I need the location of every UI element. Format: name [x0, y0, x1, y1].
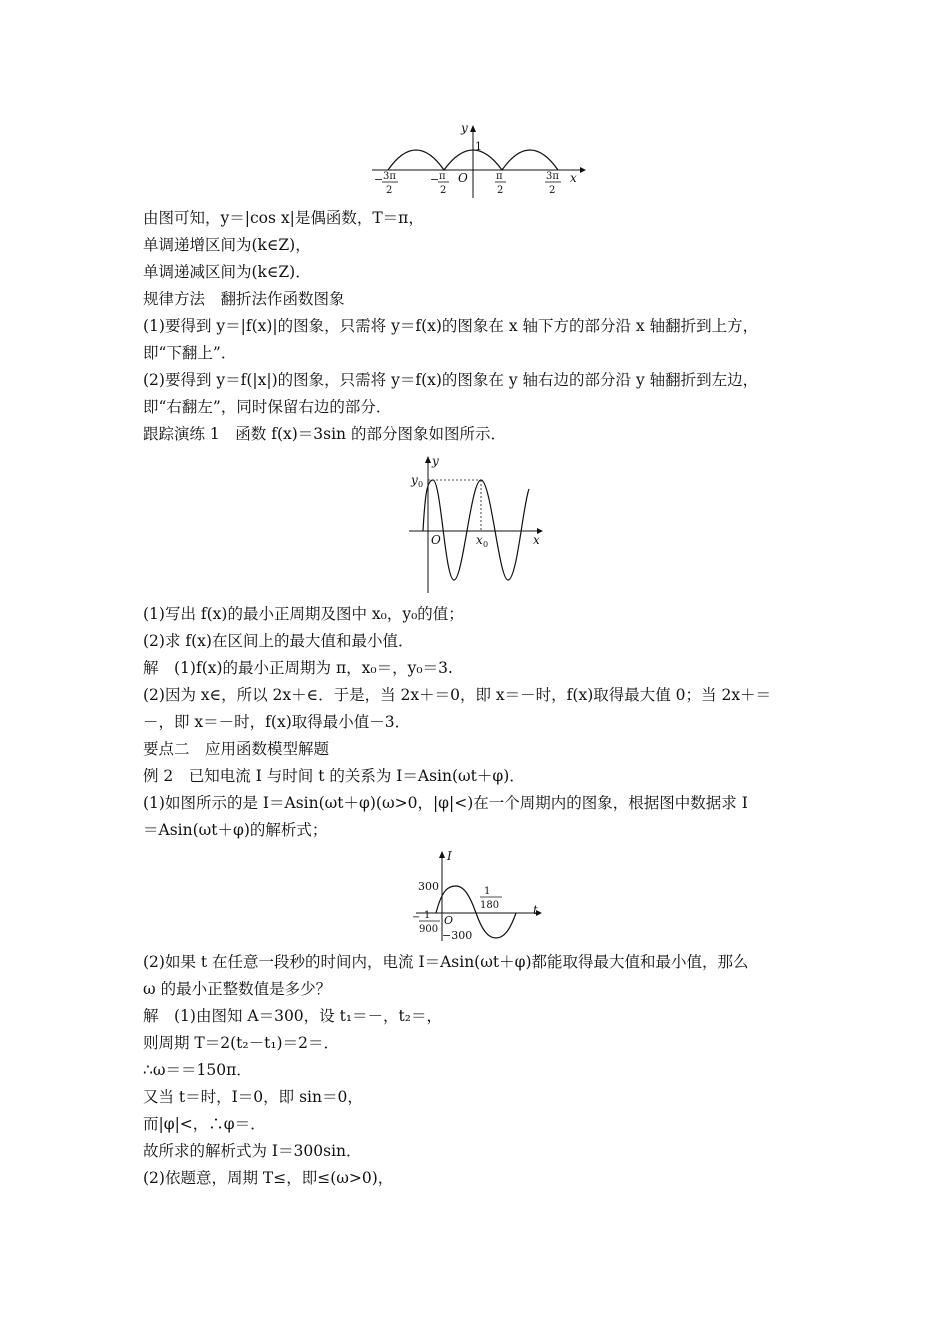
y-axis-label: y: [432, 455, 439, 468]
tick-neg-pi-sign: −: [430, 173, 440, 186]
text-line: 即“下翻上”．: [143, 344, 237, 362]
figure-sine-graph: [405, 455, 555, 595]
origin-label: O: [444, 914, 454, 927]
tick-neg-3pi-den: 2: [386, 185, 393, 196]
figure-current-graph: [412, 848, 552, 943]
tick-neg-3pi-num: 3π: [383, 171, 396, 182]
example-title: 例 2 已知电流 I 与时间 t 的关系为 I＝Asin(ωt＋φ)．: [143, 767, 525, 785]
t-axis-label: t: [533, 903, 538, 917]
figure-abs-cos-graph: [368, 120, 588, 200]
text-line: 由图可知，y＝|cos x|是偶函数，T＝π，: [143, 209, 424, 227]
text-line: 即“右翻左”，同时保留右边的部分．: [143, 398, 392, 416]
neg-900-num: 1: [424, 910, 431, 921]
origin-label: O: [431, 533, 441, 547]
solution-line: 故所求的解析式为 I＝300sin．: [143, 1142, 362, 1160]
i-axis-label: I: [447, 849, 452, 863]
text-line: (2)要得到 y＝f(|x|)的图象，只需将 y＝f(x)的图象在 y 轴右边的部分沿 y 轴翻折到左边，: [143, 371, 759, 389]
neg-900-sign: −: [412, 912, 421, 923]
solution-line: 而|φ|<，∴φ＝．: [143, 1115, 266, 1133]
tick-neg-pi-den: 2: [440, 185, 447, 196]
tick-pi-num: π: [496, 171, 503, 182]
y-axis-arrow-icon: [425, 456, 431, 463]
solution-line: ∴ω＝＝150π．: [143, 1061, 252, 1079]
frac-180-den: 180: [480, 900, 500, 911]
text-line: (1)要得到 y＝|f(x)|的图象，只需将 y＝f(x)的图象在 x 轴下方的部分沿 x 轴翻折到上方，: [143, 317, 759, 335]
text-line: (2)求 f(x)在区间上的最大值和最小值．: [143, 632, 414, 650]
exercise-title: 跟踪演练 1 函数 f(x)＝3sin 的部分图象如图所示．: [143, 425, 506, 443]
text-line: ＝Asin(ωt＋φ)的解析式；: [143, 821, 328, 839]
neg-900-den: 900: [419, 924, 439, 935]
tick-3pi-num: 3π: [546, 171, 559, 182]
max-value-label: 1: [475, 140, 482, 153]
text-line: 单调递增区间为(k∈Z)，: [143, 236, 311, 254]
max-300-label: 300: [418, 880, 439, 893]
tick-3pi-den: 2: [549, 185, 556, 196]
sine-curve: [423, 480, 529, 580]
y-axis-label: y: [461, 121, 468, 135]
text-line: (1)写出 f(x)的最小正周期及图中 x₀，y₀的值；: [143, 605, 464, 623]
frac-180-num: 1: [484, 886, 491, 897]
text-line: (1)如图所示的是 I＝Asin(ωt＋φ)(ω>0，|φ|<)在一个周期内的图象，根据图中数据求 I: [143, 794, 748, 812]
section-heading: 规律方法 翻折法作函数图象: [143, 290, 345, 308]
text-line: ω 的最小正整数值是多少？: [143, 980, 332, 998]
text-line: (2)如果 t 在任意一段秒的时间内，电流 I＝Asin(ωt＋φ)都能取得最大值和最小值，那么: [143, 953, 749, 971]
text-line: 单调递减区间为(k∈Z)．: [143, 263, 311, 281]
x-axis-label: x: [570, 171, 577, 185]
i-axis-arrow-icon: [439, 851, 445, 858]
solution-line: 又当 t＝时，I＝0，即 sin＝0，: [143, 1088, 363, 1106]
origin-label: O: [458, 171, 468, 185]
solution-line: (2)因为 x∈，所以 2x＋∈．于是，当 2x＋＝0，即 x＝－时，f(x)取得最大值 0；当 2x＋＝: [143, 686, 772, 704]
min-300-label: −300: [442, 929, 473, 942]
y-axis-arrow-icon: [470, 125, 476, 132]
x0-label-sub: 0: [483, 540, 489, 549]
x-axis-arrow-icon: [580, 167, 586, 173]
tick-neg-3pi-sign: −: [374, 173, 384, 186]
solution-line: 解 (1)由图知 A＝300，设 t₁＝－，t₂＝，: [143, 1007, 442, 1025]
solution-line: 解 (1)f(x)的最小正周期为 π，x₀＝，y₀＝3.: [143, 659, 453, 677]
tick-pi-den: 2: [497, 185, 504, 196]
solution-line: (2)依题意，周期 T≤，即≤(ω>0)，: [143, 1169, 394, 1187]
x-axis-label: x: [533, 533, 540, 547]
solution-line: 则周期 T＝2(t₂－t₁)＝2＝．: [143, 1034, 339, 1052]
section-heading: 要点二 应用函数模型解题: [143, 740, 330, 758]
solution-line: －，即 x＝－时，f(x)取得最小值－3．: [143, 713, 411, 731]
tick-neg-pi-num: π: [439, 171, 446, 182]
x0-label: x: [476, 533, 483, 547]
y0-label: y: [411, 473, 418, 487]
y0-label-sub: 0: [418, 480, 424, 489]
